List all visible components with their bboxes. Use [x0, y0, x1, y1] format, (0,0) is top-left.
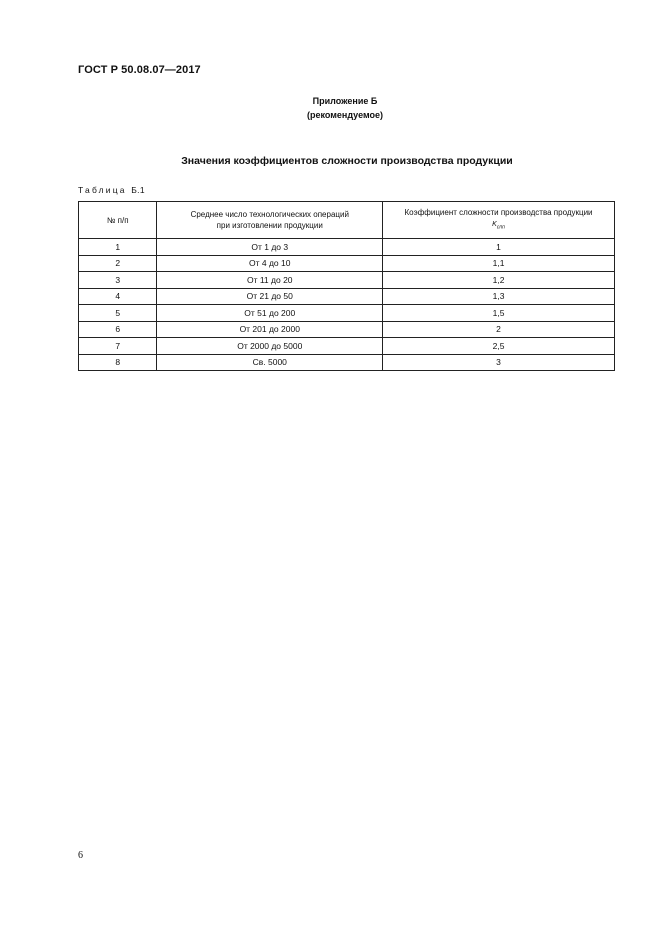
cell-operations: От 4 до 10: [157, 255, 383, 272]
column-header-operations-line2: при изготовлении продукции: [216, 221, 323, 230]
coefficient-symbol-letter: K: [492, 220, 497, 228]
appendix-title: Приложение Б: [312, 96, 378, 106]
cell-coefficient: 1: [383, 239, 615, 256]
cell-coefficient: 1,2: [383, 272, 615, 289]
table-row: [79, 255, 615, 272]
cell-operations: От 51 до 200: [157, 305, 383, 322]
column-header-coefficient-line1: Коэффициент сложности производства продукции: [404, 207, 593, 217]
cell-number: 3: [79, 272, 157, 289]
table-caption-prefix: Таблица: [78, 185, 127, 195]
cell-coefficient: 2: [383, 321, 615, 338]
table-row: [79, 338, 615, 355]
table-row: [79, 321, 615, 338]
coefficient-symbol: [492, 219, 505, 233]
table-row: [79, 305, 615, 322]
cell-coefficient: 3: [383, 354, 615, 371]
cell-operations: От 1 до 3: [157, 239, 383, 256]
table-body: [79, 239, 615, 371]
table-caption: [78, 185, 145, 195]
cell-operations: От 11 до 20: [157, 272, 383, 289]
cell-operations: От 201 до 2000: [157, 321, 383, 338]
table-row: [79, 288, 615, 305]
cell-coefficient: 1,5: [383, 305, 615, 322]
cell-operations: От 2000 до 5000: [157, 338, 383, 355]
cell-number: 6: [79, 321, 157, 338]
cell-number: 4: [79, 288, 157, 305]
column-header-operations: [157, 202, 383, 239]
cell-number: 2: [79, 255, 157, 272]
cell-number: 5: [79, 305, 157, 322]
column-header-coefficient: [383, 202, 615, 239]
table-row: [79, 272, 615, 289]
table-row: [79, 354, 615, 371]
document-header: ГОСТ Р 50.08.07—2017: [78, 64, 201, 76]
cell-coefficient: 2,5: [383, 338, 615, 355]
table-header-row: [79, 202, 615, 239]
column-header-number: № п/п: [79, 202, 157, 239]
table-caption-number: Б.1: [131, 185, 145, 195]
coefficient-symbol-subscript: спп: [496, 224, 505, 231]
cell-number: 7: [79, 338, 157, 355]
cell-coefficient: 1,1: [383, 255, 615, 272]
cell-coefficient: 1,3: [383, 288, 615, 305]
cell-number: 1: [79, 239, 157, 256]
cell-operations: От 21 до 50: [157, 288, 383, 305]
page-number: 6: [78, 850, 83, 861]
table-row: [79, 239, 615, 256]
appendix-heading: [0, 94, 661, 122]
appendix-status: (рекомендуемое): [307, 110, 383, 120]
cell-operations: Св. 5000: [157, 354, 383, 371]
section-title: Значения коэффициентов сложности производства продукции: [181, 155, 513, 167]
column-header-operations-line1: Среднее число технологических операций: [190, 210, 349, 219]
cell-number: 8: [79, 354, 157, 371]
coefficients-table: [78, 201, 615, 371]
